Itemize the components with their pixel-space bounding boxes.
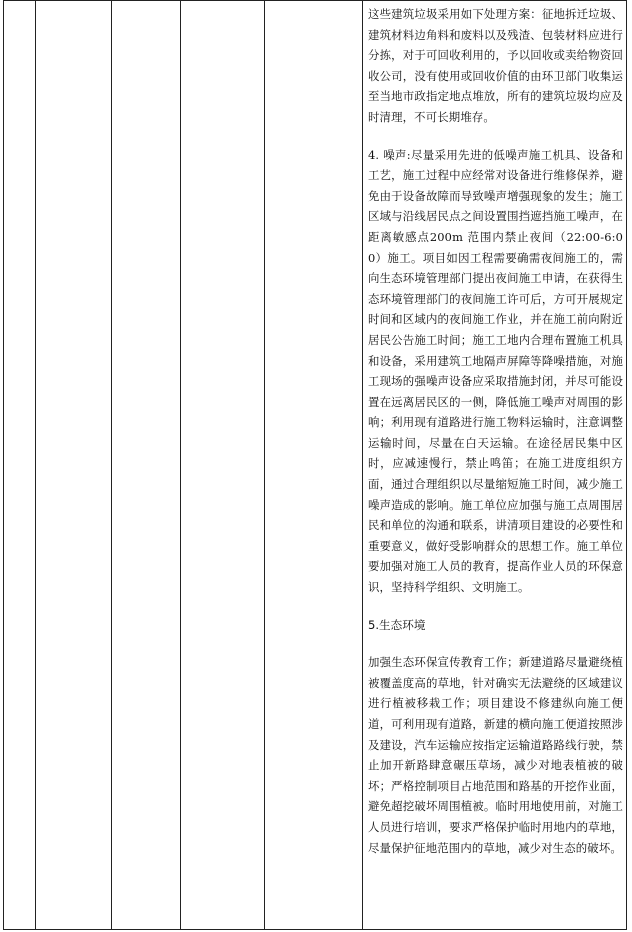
empty-cell-1: [4, 1, 36, 930]
empty-cell-4: [181, 1, 265, 930]
measures-text-cell: [363, 1, 627, 930]
paragraph-gap: [368, 635, 623, 652]
paragraph-gap: [368, 598, 623, 615]
empty-cell-2: [36, 1, 112, 930]
waste-paragraph: 这些建筑垃圾采用如下处理方案：征地拆迁垃圾、建筑材料边角料和废料以及残渣、包装材料应进行分拣，对于可回收利用的，予以回收或卖给物资回收公司，没有使用或回收价值的由环卫部门收集运至当地市政指定地点堆放，所有的建筑垃圾均应及时清理，不可长期堆存。: [368, 7, 623, 124]
empty-cell-3: [112, 1, 181, 930]
eco-paragraph: 加强生态环保宣传教育工作；新建道路尽量避绕植被覆盖度高的草地，针对确实无法避绕的区域建议进行植被移栽工作；项目建设不修建纵向施工便道，可利用现有道路，新建的横向施工便道按照涉及建设，汽车运输应按指定运输道路路线行驶，禁止加开新路肆意碾压草场，减少对地表植被的破坏；严格控制项目占地范围和路基的开挖作业面，避免超挖破坏周围植被。临时用地使用前，对施工人员进行培训，要求严格保护临时用地内的草地，尽量保护征地范围内的草地，减少对生态的破坏。: [368, 655, 623, 855]
paragraph-gap: [368, 128, 623, 145]
empty-cell-5: [265, 1, 363, 930]
noise-paragraph: 4. 噪声:尽量采用先进的低噪声施工机具、设备和工艺，施工过程中应经常对设备进行维修保养，避免由于设备故障而导致噪声增强现象的发生；施工区域与沿线居民点之间设置围挡遮挡施工噪声，在距离敏感点200m 范围内禁止夜间（22:00-6:00）施工。项目如因工程需要确需夜间施工的，需向生态环境管理部门提出夜间施工申请，在获得生态环境管理部门的夜间施工许可后，方可开展规定时间和区域内的夜间施工作业，并在施工前向附近居民公告施工时间；施工工地内合理布置施工机具和设备，采用建筑工地隔声屏障等降噪措施，对施工现场的强噪声设备应采取措施封闭，并尽可能设置在远离居民区的一侧，降低施工噪声对周围的影响；利用现有道路进行施工物料运输时，注意调整运输时间，尽量在白天运输。在途径居民集中区时，应减速慢行，禁止鸣笛；在施工进度组织方面，通过合理组织以尽量缩短施工时间，减少施工噪声造成的影响。施工单位应加强与施工点周围居民和单位的沟通和联系，讲清项目建设的必要性和重要意义，做好受影响群众的思想工作。施工单位要加强对施工人员的教育，提高作业人员的环保意识，坚持科学组织、文明施工。: [368, 147, 623, 595]
table-row: [4, 1, 627, 930]
document-table: [3, 0, 627, 930]
eco-heading: 5.生态环境: [368, 617, 426, 632]
